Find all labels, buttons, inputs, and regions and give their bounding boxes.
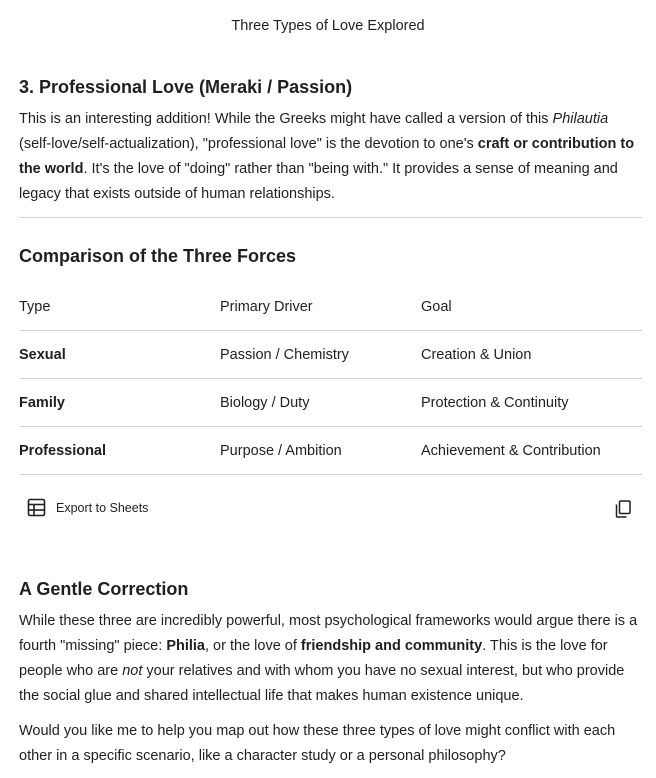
paragraph-text: , or the love of [205, 638, 301, 654]
paragraph-text: (self-love/self-actualization), "professional love" is the devotion to one's [19, 136, 478, 152]
copy-table-button[interactable] [615, 500, 631, 523]
table-header-row [19, 283, 642, 331]
friendship-emphasis: friendship and community [300, 638, 483, 654]
section-heading-gentle-correction: A Gentle Correction [19, 579, 189, 599]
gentle-correction-paragraph [19, 609, 642, 709]
section-divider [19, 217, 642, 218]
professional-love-paragraph [19, 107, 642, 207]
copy-icon [615, 500, 631, 518]
paragraph-text: This is an interesting addition! While the Greeks might have called a version of this [19, 111, 553, 127]
table-row [19, 331, 642, 379]
column-header-type: Type [19, 283, 220, 331]
column-header-primary-driver: Primary Driver [220, 283, 421, 331]
table-cell-driver: Biology / Duty [220, 379, 421, 427]
philautia-term: Philautia [552, 111, 609, 127]
paragraph-text: . This is the love for people who are [19, 638, 608, 679]
column-header-goal: Goal [421, 283, 642, 331]
section-heading-professional-love: 3. Professional Love (Meraki / Passion) [19, 77, 353, 97]
table-cell-type: Professional [19, 427, 220, 475]
craft-emphasis: craft or contribution to the world [19, 136, 635, 177]
comparison-table [19, 283, 642, 475]
conversation-title: Three Types of Love Explored [231, 18, 425, 34]
table-row [19, 427, 642, 475]
export-to-sheets-button[interactable] [27, 498, 148, 517]
table-cell-goal: Achievement & Contribution [421, 427, 642, 475]
paragraph-text: . It's the love of "doing" rather than "being with." It provides a sense of meaning and legacy that exists outside of human relationships. [19, 161, 618, 202]
follow-up-question-paragraph: Would you like me to help you map out how these three types of love might conflict with each other in a specific scenario, like a character study or a personal philosophy? [19, 723, 616, 764]
table-cell-goal: Protection & Continuity [421, 379, 642, 427]
not-emphasis: not [122, 663, 143, 679]
section-heading-comparison: Comparison of the Three Forces [19, 246, 297, 266]
table-cell-driver: Purpose / Ambition [220, 427, 421, 475]
table-cell-goal: Creation & Union [421, 331, 642, 379]
table-icon [27, 498, 46, 517]
table-cell-driver: Passion / Chemistry [220, 331, 421, 379]
table-cell-type: Sexual [19, 331, 220, 379]
paragraph-text: While these three are incredibly powerful, most psychological frameworks would argue there is a fourth "missing" piece: [19, 613, 638, 654]
philia-term: Philia [166, 638, 205, 654]
export-to-sheets-label: Export to Sheets [56, 500, 149, 515]
table-cell-type: Family [19, 379, 220, 427]
paragraph-text: your relatives and with whom you have no sexual interest, but who provide the social glue and shared intellectual life that makes human existence unique. [19, 663, 625, 704]
table-row [19, 379, 642, 427]
